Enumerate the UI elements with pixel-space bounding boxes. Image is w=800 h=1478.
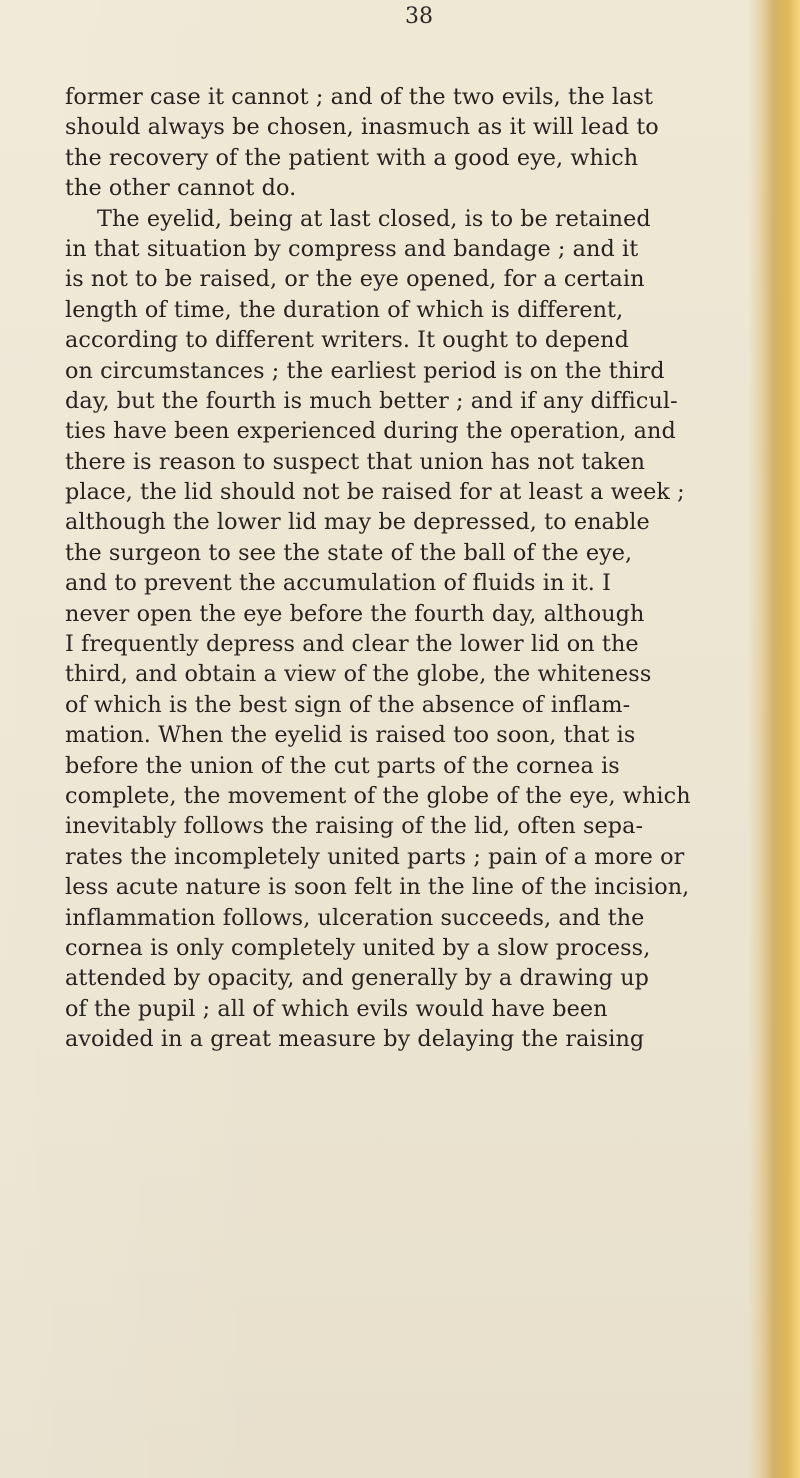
text-line: the recovery of the patient with a good eye, which — [65, 144, 639, 171]
text-line: the other cannot do. — [65, 175, 297, 202]
text-line: the surgeon to see the state of the ball of the eye, — [65, 539, 633, 566]
text-line: place, the lid should not be raised for at least a week ; — [65, 479, 685, 506]
text-line: of which is the best sign of the absence of inflam- — [65, 691, 631, 718]
text-line: there is reason to suspect that union has not taken — [65, 448, 646, 475]
body-text — [65, 82, 765, 1055]
text-line: mation. When the eyelid is raised too soon, that is — [65, 722, 636, 749]
text-line: of the pupil ; all of which evils would have been — [65, 995, 608, 1022]
text-line: less acute nature is soon felt in the line of the incision, — [65, 874, 690, 901]
text-line: rates the incompletely united parts ; pain of a more or — [65, 843, 685, 870]
text-line: should always be chosen, inasmuch as it will lead to — [65, 114, 659, 141]
text-line: and to prevent the accumulation of fluids in it. I — [65, 570, 612, 597]
text-line: before the union of the cut parts of the cornea is — [65, 752, 620, 779]
text-line: ties have been experienced during the operation, and — [65, 418, 676, 445]
paragraph-first-line: The eyelid, being at last closed, is to be retained — [97, 205, 651, 232]
text-line: on circumstances ; the earliest period is on the third — [65, 357, 665, 384]
text-line: day, but the fourth is much better ; and if any difficul- — [65, 387, 678, 414]
text-line: attended by opacity, and generally by a drawing up — [65, 965, 650, 992]
text-line: cornea is only completely united by a slow process, — [65, 934, 651, 961]
text-line: although the lower lid may be depressed, to enable — [65, 509, 650, 536]
text-line: in that situation by compress and bandage ; and it — [65, 235, 639, 262]
text-line: according to different writers. It ought to depend — [65, 327, 629, 354]
text-line: is not to be raised, or the eye opened, for a certain — [65, 266, 645, 293]
page-number: 38 — [405, 4, 433, 29]
text-line: former case it cannot ; and of the two evils, the last — [65, 84, 654, 110]
text-line: complete, the movement of the globe of the eye, which — [65, 782, 691, 809]
text-line: avoided in a great measure by delaying the raising — [65, 1026, 645, 1053]
text-line: inflammation follows, ulceration succeeds, and the — [65, 904, 645, 931]
text-line: third, and obtain a view of the globe, the whiteness — [65, 661, 652, 688]
text-line: length of time, the duration of which is different, — [65, 296, 624, 323]
text-line: I frequently depress and clear the lower lid on the — [65, 631, 639, 658]
text-line: never open the eye before the fourth day, although — [65, 600, 645, 627]
text-line: inevitably follows the raising of the lid, often sepa- — [65, 813, 644, 840]
